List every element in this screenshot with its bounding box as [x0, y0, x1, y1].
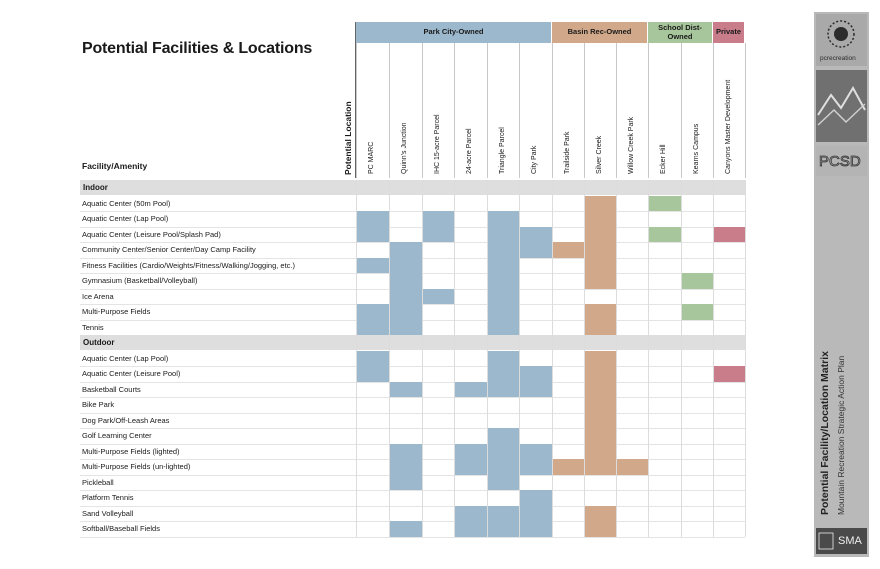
matrix-cell: [454, 459, 487, 475]
column-separator: [681, 43, 682, 178]
pcrecreation-logo: [816, 14, 867, 66]
row-label: Bike Park: [82, 400, 115, 409]
row-label: Platform Tennis: [82, 493, 134, 502]
matrix-cell: [584, 444, 616, 460]
grid-line: [616, 180, 617, 537]
row-label: Multi-Purpose Fields (lighted): [82, 446, 180, 456]
potential-location-label: Potential Location: [343, 101, 353, 175]
row-label: Softball/Baseball Fields: [82, 524, 160, 533]
side-panel-title: Potential Facility/Location Matrix: [819, 351, 831, 515]
matrix-cell: [356, 211, 389, 227]
matrix-cell: [713, 227, 745, 243]
matrix-cell: [519, 490, 552, 506]
matrix-cell: [487, 475, 519, 491]
matrix-cell: [552, 242, 584, 258]
column-separator: [745, 43, 746, 178]
matrix-cell: [616, 459, 648, 475]
column-label: Canyons Master Development: [725, 79, 732, 174]
column-label: Kearns Campus: [693, 123, 700, 174]
matrix-cell: [487, 428, 519, 444]
grid-line: [681, 180, 682, 537]
row-divider: [80, 211, 745, 212]
matrix-cell: [356, 320, 389, 336]
row-label: Pickleball: [82, 477, 114, 487]
matrix-cell: [487, 227, 519, 243]
matrix-cell: [519, 444, 552, 460]
matrix-cell: [519, 227, 552, 243]
logo-text: pcrecreation: [820, 55, 856, 62]
matrix-cell: [584, 382, 616, 398]
column-label: Trailside Park: [564, 131, 571, 174]
row-label: Aquatic Center (Lap Pool): [82, 353, 169, 363]
column-separator: [584, 43, 585, 178]
page-title: Potential Facilities & Locations: [82, 40, 313, 57]
matrix-cell: [584, 196, 616, 212]
pcsd-mark-icon: [816, 146, 867, 176]
grid-line: [648, 180, 649, 537]
pcsd-logo: [816, 146, 867, 176]
matrix-cell: [487, 304, 519, 320]
matrix-cell: [519, 242, 552, 258]
column-label: 24-acre Parcel: [466, 128, 473, 174]
matrix-cell: [584, 227, 616, 243]
grid-line: [487, 180, 488, 537]
matrix-cell: [584, 521, 616, 537]
matrix-cell: [487, 273, 519, 289]
matrix-cell: [422, 211, 454, 227]
column-separator: [454, 43, 455, 178]
matrix-cell: [519, 366, 552, 382]
row-label: Gymnasium (Basketball/Volleyball): [82, 276, 198, 285]
column-separator: [616, 43, 617, 178]
column-label: Silver Creek: [596, 135, 603, 174]
matrix-cell: [389, 444, 422, 460]
matrix-cell: [422, 289, 454, 305]
column-label: IHC 15-acre Parcel: [434, 114, 441, 174]
matrix-cell: [519, 459, 552, 475]
column-separator: [389, 43, 390, 178]
matrix-cell: [519, 382, 552, 398]
row-label: Ice Arena: [82, 291, 114, 301]
matrix-cell: [487, 320, 519, 336]
matrix-cell: [584, 459, 616, 475]
matrix-cell: [648, 196, 681, 212]
row-divider: [80, 413, 745, 414]
matrix-cell: [584, 211, 616, 227]
row-label: Golf Learning Center: [82, 431, 152, 440]
matrix-cell: [584, 273, 616, 289]
row-divider: [80, 397, 745, 398]
row-label: Dog Park/Off-Leash Areas: [82, 415, 170, 425]
matrix-cell: [356, 304, 389, 320]
column-separator: [519, 43, 520, 178]
matrix-cell: [487, 382, 519, 398]
row-label: Aquatic Center (Lap Pool): [82, 214, 169, 223]
row-divider: [80, 428, 745, 429]
matrix-cell: [584, 506, 616, 522]
column-label: Triangle Parcel: [499, 127, 506, 174]
matrix-cell: [487, 521, 519, 537]
matrix-cell: [389, 459, 422, 475]
matrix-cell: [487, 258, 519, 274]
matrix-cell: [584, 413, 616, 429]
grid-line: [584, 180, 585, 537]
column-label: Willow Creek Park: [628, 116, 635, 174]
grid-line: [519, 180, 520, 537]
row-divider: [80, 490, 745, 491]
matrix-cell: [584, 428, 616, 444]
row-label: Aquatic Center (50m Pool): [82, 198, 171, 208]
row-label: Sand Volleyball: [82, 508, 134, 518]
column-separator: [552, 43, 553, 178]
row-label: Aquatic Center (Leisure Pool/Splash Pad): [82, 229, 221, 239]
row-label: Aquatic Center (Leisure Pool): [82, 369, 181, 378]
row-divider: [80, 537, 745, 538]
sma-mark-icon: [816, 528, 836, 554]
sma-logo-text: SMA: [838, 535, 862, 547]
column-label: Quinn's Junction: [401, 122, 408, 174]
matrix-cell: [389, 258, 422, 274]
matrix-cell: [389, 304, 422, 320]
grid-line: [552, 180, 553, 537]
svg-text:PCSD: PCSD: [819, 153, 861, 170]
matrix-cell: [584, 397, 616, 413]
grid-line: [356, 180, 357, 537]
grid-line: [454, 180, 455, 537]
matrix-cell: [487, 351, 519, 367]
matrix-cell: [356, 258, 389, 274]
matrix-cell: [389, 320, 422, 336]
mountain-icon: [816, 70, 867, 142]
matrix-cell: [356, 366, 389, 382]
matrix-cell: [519, 506, 552, 522]
grid-line: [389, 180, 390, 537]
row-divider: [80, 506, 745, 507]
side-panel-subtitle: Mountain Recreation Strategic Action Plan: [836, 355, 846, 515]
matrix-cell: [584, 351, 616, 367]
matrix-cell: [519, 521, 552, 537]
matrix-cell: [454, 521, 487, 537]
column-separator: [356, 43, 357, 178]
matrix-cell: [389, 273, 422, 289]
parks-logo: [816, 70, 867, 142]
column-separator: [487, 43, 488, 178]
group-header: Park City-Owned: [356, 22, 551, 43]
row-label: Multi-Purpose Fields: [82, 307, 151, 316]
group-header: Private: [713, 22, 744, 43]
matrix-cell: [584, 242, 616, 258]
matrix-cell: [389, 382, 422, 398]
row-label: Multi-Purpose Fields (un-lighted): [82, 462, 191, 471]
column-separator: [422, 43, 423, 178]
matrix-cell: [713, 366, 745, 382]
matrix-cell: [584, 304, 616, 320]
matrix-cell: [389, 242, 422, 258]
row-label: Community Center/Senior Center/Day Camp Facility: [82, 245, 256, 254]
column-label: City Park: [531, 145, 538, 174]
matrix-cell: [584, 320, 616, 336]
matrix-cell: [584, 258, 616, 274]
group-header: School Dist-Owned: [648, 22, 712, 43]
sma-logo: [816, 528, 867, 554]
matrix-cell: [681, 273, 713, 289]
matrix-cell: [584, 366, 616, 382]
column-label: Ecker Hill: [660, 144, 667, 174]
matrix-cell: [389, 289, 422, 305]
matrix-cell: [422, 227, 454, 243]
facility-column-header: Facility/Amenity: [82, 161, 148, 171]
matrix-cell: [356, 227, 389, 243]
matrix-cell: [487, 242, 519, 258]
row-label: Basketball Courts: [82, 384, 141, 394]
grid-line: [422, 180, 423, 537]
row-label: Tennis: [82, 322, 104, 332]
column-label: PC MARC: [368, 141, 375, 174]
matrix-cell: [454, 382, 487, 398]
matrix-cell: [487, 289, 519, 305]
matrix-cell: [389, 521, 422, 537]
section-header: Outdoor: [80, 335, 745, 350]
matrix-cell: [681, 304, 713, 320]
matrix-cell: [487, 444, 519, 460]
grid-line: [745, 180, 746, 537]
matrix-cell: [389, 475, 422, 491]
column-separator: [648, 43, 649, 178]
matrix-cell: [454, 444, 487, 460]
column-separator: [713, 43, 714, 178]
matrix-cell: [487, 211, 519, 227]
matrix-cell: [552, 459, 584, 475]
grid-line: [713, 180, 714, 537]
section-header: Indoor: [80, 180, 745, 195]
row-label: Fitness Facilities (Cardio/Weights/Fitness/Walking/Jogging, etc.): [82, 260, 295, 270]
matrix-cell: [454, 506, 487, 522]
matrix-cell: [487, 459, 519, 475]
matrix-cell: [648, 227, 681, 243]
matrix-cell: [356, 351, 389, 367]
matrix-cell: [487, 506, 519, 522]
group-header: Basin Rec-Owned: [552, 22, 647, 43]
matrix-cell: [487, 366, 519, 382]
